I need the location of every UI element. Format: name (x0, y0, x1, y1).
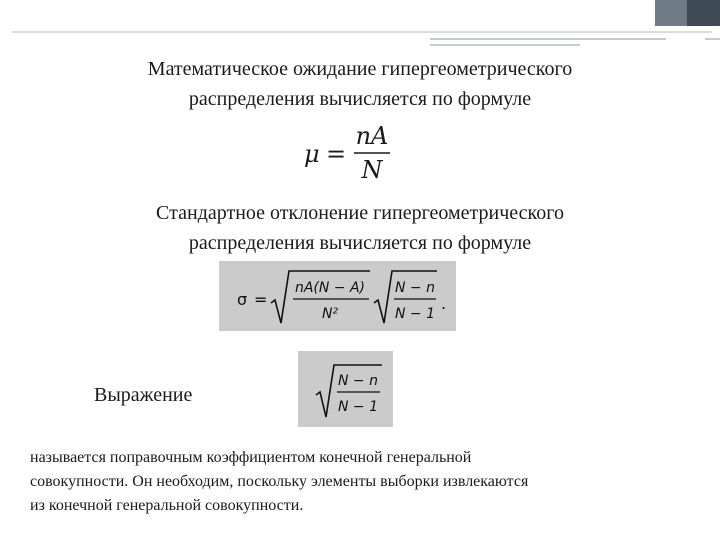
std-formula-den2: N − 1 (394, 306, 436, 322)
std-description (60, 198, 660, 258)
correction-description-line2: совокупности. Он необходим, поскольку элементы выборки извлекаются (30, 473, 529, 490)
expression-label: Выражение (94, 384, 193, 406)
mean-description (60, 54, 660, 114)
correction-formula-den: N − 1 (337, 399, 379, 415)
mean-formula-numerator: nA (355, 122, 389, 150)
mean-formula-equals: = (326, 140, 347, 168)
radical-sign-1 (271, 271, 370, 323)
header-accent-line (430, 38, 666, 40)
std-description-line2: распределения вычисляется по формуле (188, 232, 532, 254)
correction-formula-image (298, 351, 393, 427)
std-formula-equals: = (254, 290, 268, 309)
std-description-line1: Стандартное отклонение гипергеометрического (156, 202, 564, 224)
mean-description-line2: распределения вычисляется по формуле (188, 88, 532, 110)
correction-description-line3: из конечной генеральной совокупности. (30, 497, 304, 514)
correction-formula-num: N − n (338, 373, 378, 389)
correction-description-line1: называется поправочным коэффициентом конечной генеральной (30, 449, 472, 466)
mean-description-line1: Математическое ожидание гипергеометрического (147, 58, 573, 80)
header-accent-line-short (430, 44, 580, 46)
correction-description (30, 446, 690, 518)
std-formula-den1: N² (321, 306, 339, 322)
header-bar-mid (655, 0, 687, 26)
std-formula-num2: N − n (395, 280, 435, 296)
mean-formula (302, 120, 402, 186)
std-formula-lhs: σ (237, 290, 248, 309)
std-formula-image (219, 261, 456, 331)
mean-formula-lhs: μ (304, 140, 320, 168)
header-bar-dark (687, 0, 720, 26)
std-formula-num1: nA(N − A) (294, 280, 366, 296)
mean-formula-denominator: N (361, 156, 383, 184)
header-divider (12, 31, 712, 33)
std-formula-end: . (441, 294, 447, 313)
header-accent-line-right (705, 38, 720, 40)
